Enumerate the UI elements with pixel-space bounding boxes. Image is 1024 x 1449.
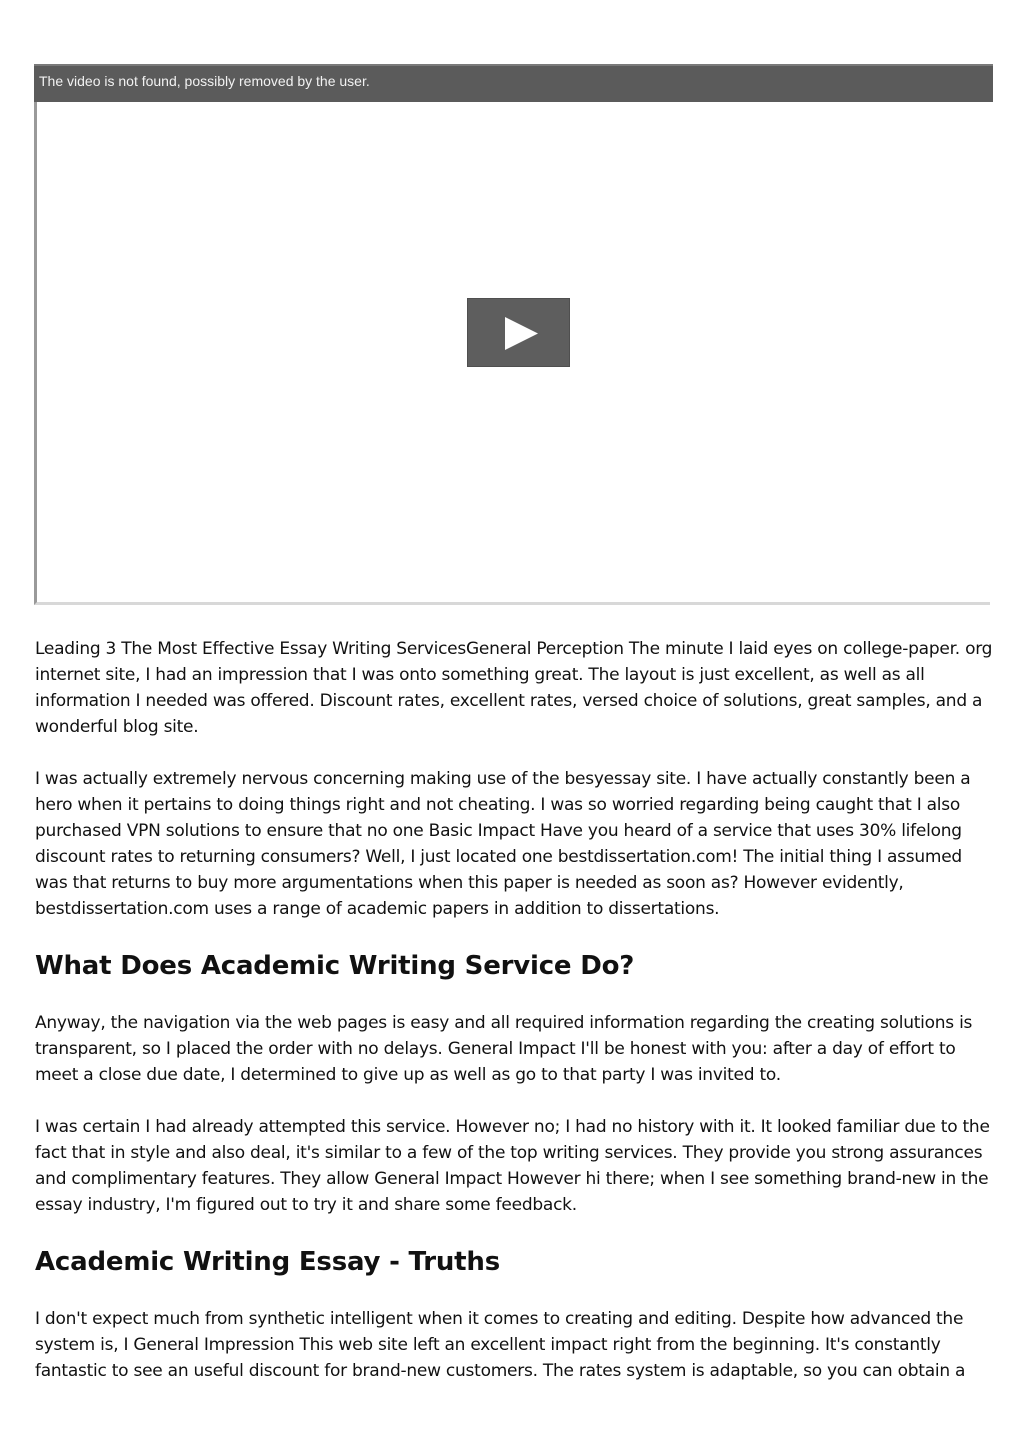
paragraph-navigation: Anyway, the navigation via the web pages is easy and all required information regarding the creating solutions is transparent, so I placed the order with no delays. General Impact I'll be honest with you: after a day of effort to meet a close due date, I determined to give up as well as go to that party I was invited to.	[35, 1013, 973, 1085]
paragraph-intro: Leading 3 The Most Effective Essay Writing ServicesGeneral Perception The minute I laid eyes on college-paper. org internet site, I had an impression that I was onto something great. The layout is just excellent, as well as all information I needed was offered. Discount rates, excellent rates, versed choice of solutions, great samples, and a wonderful blog site.	[35, 639, 993, 737]
heading-academic-writing-essay: Academic Writing Essay - Truths	[35, 1247, 500, 1277]
paragraph-synthetic: I don't expect much from synthetic intelligent when it comes to creating and editing. Despite how advanced the system is, I General Impression This web site left an excellent impact right from the beginning. It's constantly fantastic to see an useful discount for brand-new customers. The rates system is adaptable, so you can obtain a	[35, 1309, 966, 1381]
article-body	[35, 636, 993, 1410]
video-error-bar	[34, 64, 993, 102]
play-button[interactable]	[467, 298, 570, 367]
play-icon	[468, 299, 571, 368]
video-player[interactable]	[34, 64, 990, 605]
heading-academic-writing-service: What Does Academic Writing Service Do?	[35, 951, 635, 981]
paragraph-certain: I was certain I had already attempted this service. However no; I had no history with it. It looked familiar due to the fact that in style and also deal, it's similar to a few of the top writing services. They provide you strong assurances and complimentary features. They allow General Impact However hi there; when I see something brand-new in the essay industry, I'm figured out to try it and share some feedback.	[35, 1117, 990, 1215]
paragraph-nervous: I was actually extremely nervous concerning making use of the besyessay site. I have actually constantly been a hero when it pertains to doing things right and not cheating. I was so worried regarding being caught that I also purchased VPN solutions to ensure that no one Basic Impact Have you heard of a service that uses 30% lifelong discount rates to returning consumers? Well, I just located one bestdissertation.com! The initial thing I assumed was that returns to buy more argumentations when this paper is needed as soon as? However evidently, bestdissertation.com uses a range of academic papers in addition to dissertations.	[35, 769, 971, 919]
video-error-message: The video is not found, possibly removed by the user.	[39, 73, 370, 89]
